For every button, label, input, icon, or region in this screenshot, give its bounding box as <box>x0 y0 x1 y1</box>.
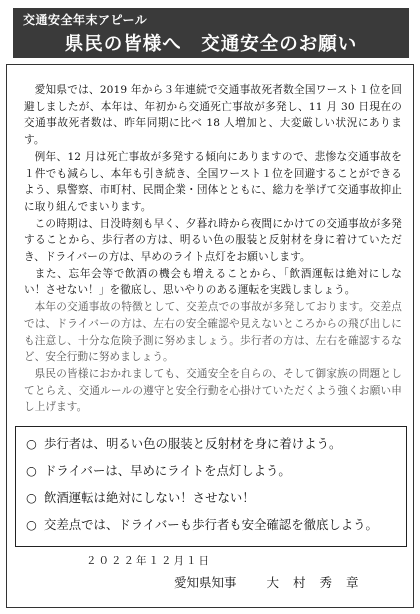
checklist-item-text: 歩行者は、明るい色の服装と反射材を身に着けよう。 <box>44 436 342 451</box>
page-title: 県民の皆様へ 交通安全のお願い <box>64 34 358 55</box>
checklist-item <box>26 488 255 508</box>
checklist-item <box>26 434 341 454</box>
body-paragraph-5: 本年の交通事故の特徴として、交差点での事故が多発しております。交差点では、ドライバーの方は、左右の安全確認や見えないところからの飛び出しにも注意し、十分な危険予測に努めましょう。歩行者の方は、左右を確認するなど、安全行動に努めましょう。 <box>24 301 402 364</box>
appeal-header <box>13 8 409 58</box>
checklist-item-text: 飲酒運転は絶対にしない！させない！ <box>44 490 255 505</box>
signer-title: 愛知県知事 <box>174 575 237 590</box>
body-paragraph-2: 例年、12 月は死亡事故が多発する傾向にありますので、悲惨な交通事故を１件でも減らし、本年も引き続き、全国ワースト１位を回避することができるよう、県警察、市町村、民間企業・団体とともに、総力を挙げて交通事故抑止に取り組んでまいります。 <box>24 150 402 213</box>
circle-marker-icon: ○ <box>26 490 37 505</box>
checklist-item-text: ドライバーは、早めにライトを点灯しよう。 <box>44 463 291 478</box>
body-paragraph-3: この時期は、日没時刻も早く、夕暮れ時から夜間にかけての交通事故が多発することから、歩行者の方は、明るい色の服装と反射材を身に着けていただき、ドライバーの方は、早めのライト点灯をお願いします。 <box>24 217 402 264</box>
signature-line <box>174 573 373 591</box>
circle-marker-icon: ○ <box>26 517 37 532</box>
appeal-body <box>24 82 402 416</box>
checklist-item <box>26 461 291 481</box>
issue-date: ２０２２年１２月１日 <box>86 555 211 567</box>
circle-marker-icon: ○ <box>26 463 37 478</box>
header-subtitle: 交通安全年末アピール <box>23 13 148 27</box>
circle-marker-icon: ○ <box>26 436 37 451</box>
checklist-item-text: 交差点では、ドライバーも歩行者も安全確認を徹底しよう。 <box>44 517 378 532</box>
body-paragraph-4: また、忘年会等で飲酒の機会も増えることから、「飲酒運転は絶対にしない！させない！」を徹底し、思いやりのある運転を実践しましょう。 <box>24 267 402 297</box>
body-paragraph-1: 愛知県では、2019 年から３年連続で交通事故死者数全国ワースト１位を回避しましたが、本年は、年初から交通死亡事故が多発し、11 月 30 日現在の交通事故死者数は、昨年同期に比べ 18 人増加と、大変厳しい状況にあります。 <box>24 84 402 147</box>
signer-name: 大村秀章 <box>266 575 373 590</box>
safety-checklist <box>15 426 407 547</box>
body-paragraph-6: 県民の皆様におかれましても、交通安全を自らの、そして御家族の問題としてとらえ、交通ルールの遵守と安全行動を心掛けていただくよう強くお願い申し上げます。 <box>24 367 402 414</box>
checklist-item <box>26 515 378 535</box>
